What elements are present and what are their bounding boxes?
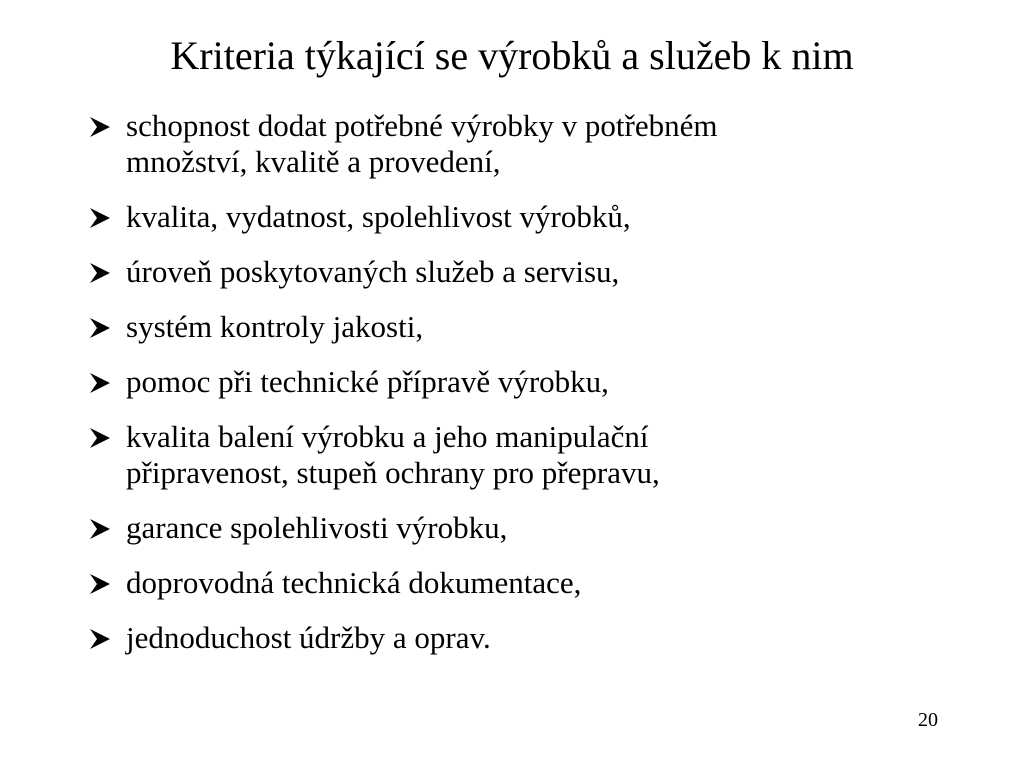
bullet-text-line: doprovodná technická dokumentace,	[126, 565, 582, 600]
bullet-item	[88, 419, 968, 491]
bullet-item	[88, 620, 968, 656]
arrowhead-bullet-icon	[88, 573, 118, 595]
bullet-text-line: garance spolehlivosti výrobku,	[126, 510, 508, 545]
arrowhead-bullet-icon	[88, 518, 118, 540]
arrowhead-bullet-icon	[88, 628, 118, 650]
bullet-list	[88, 108, 968, 675]
bullet-text-line: pomoc při technické přípravě výrobku,	[126, 364, 609, 399]
arrowhead-bullet-icon	[88, 207, 118, 229]
bullet-text-line: množství, kvalitě a provedení,	[126, 144, 501, 179]
bullet-text-line: úroveň poskytovaných služeb a servisu,	[126, 254, 620, 289]
bullet-text-line: připravenost, stupeň ochrany pro přepravu,	[126, 455, 660, 490]
arrowhead-bullet-icon	[88, 116, 118, 138]
bullet-item	[88, 364, 968, 400]
page-number: 20	[918, 709, 938, 731]
arrowhead-bullet-icon	[88, 427, 118, 449]
bullet-text-line: kvalita balení výrobku a jeho manipulační	[126, 419, 649, 454]
arrowhead-bullet-icon	[88, 372, 118, 394]
bullet-item	[88, 254, 968, 290]
bullet-item	[88, 108, 968, 180]
bullet-item	[88, 565, 968, 601]
slide-title: Kriteria týkající se výrobků a služeb k nim	[170, 33, 854, 78]
bullet-item	[88, 510, 968, 546]
bullet-item	[88, 309, 968, 345]
bullet-text-line: systém kontroly jakosti,	[126, 309, 424, 344]
bullet-text-line: schopnost dodat potřebné výrobky v potřebném	[126, 108, 718, 143]
arrowhead-bullet-icon	[88, 317, 118, 339]
arrowhead-bullet-icon	[88, 262, 118, 284]
bullet-item	[88, 199, 968, 235]
bullet-text-line: jednoduchost údržby a oprav.	[126, 620, 491, 655]
bullet-text-line: kvalita, vydatnost, spolehlivost výrobků,	[126, 199, 631, 234]
